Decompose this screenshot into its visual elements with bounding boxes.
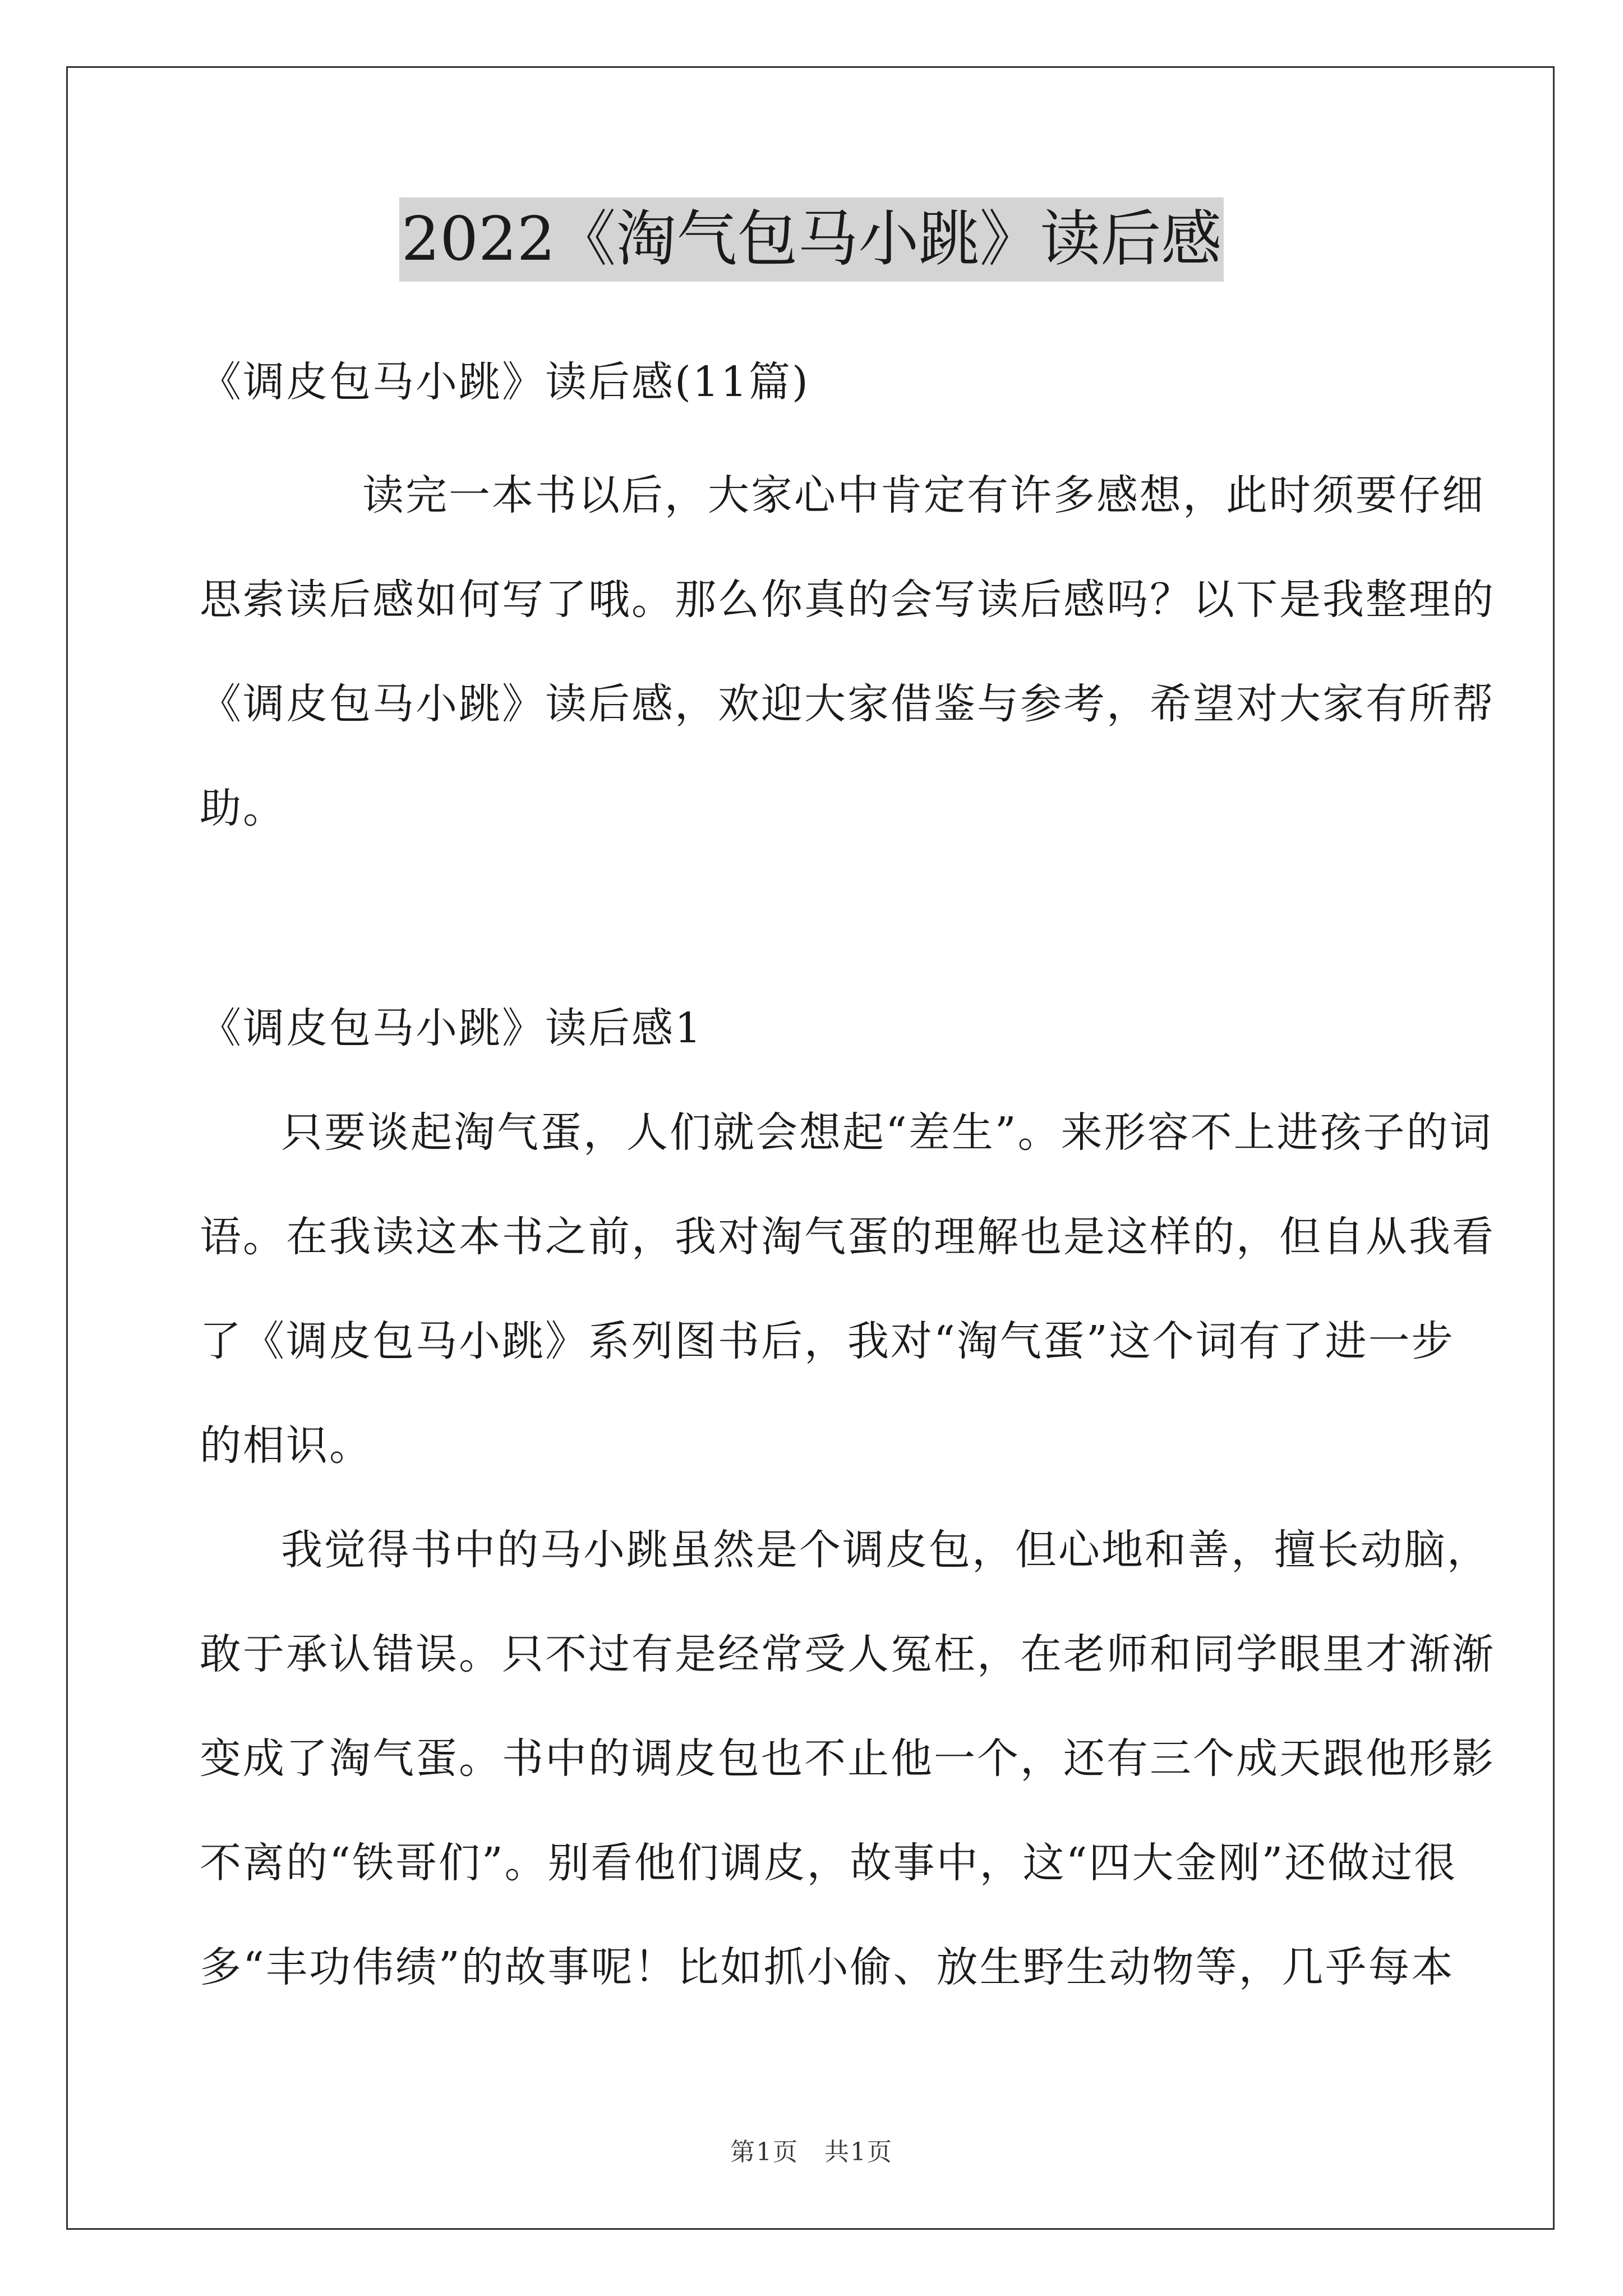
- section-heading: 《调皮包马小跳》读后感1: [200, 1004, 703, 1052]
- paragraph2-line-3: 变成了淘气蛋。书中的调皮包也不止他一个，还有三个成天跟他形影: [200, 1734, 1495, 1783]
- paragraph1-line-4: 的相识。: [200, 1421, 372, 1470]
- intro-line-4: 助。: [200, 784, 286, 832]
- paragraph1-line-3: 了《调皮包马小跳》系列图书后，我对“淘气蛋”这个词有了进一步: [200, 1317, 1455, 1365]
- intro-line-3: 《调皮包马小跳》读后感，欢迎大家借鉴与参考，希望对大家有所帮: [200, 680, 1495, 728]
- document-title: 2022《淘气包马小跳》读后感: [399, 197, 1224, 282]
- paragraph2-line-2: 敢于承认错误。只不过有是经常受人冤枉，在老师和同学眼里才渐渐: [200, 1630, 1495, 1678]
- intro-line-2: 思索读后感如何写了哦。那么你真的会写读后感吗？以下是我整理的: [200, 576, 1495, 624]
- paragraph1-line-2: 语。在我读这本书之前，我对淘气蛋的理解也是这样的，但自从我看: [200, 1213, 1495, 1261]
- intro-line-1: 读完一本书以后，大家心中肯定有许多感想，此时须要仔细: [362, 471, 1485, 519]
- paragraph2-line-5: 多“丰功伟绩”的故事呢！比如抓小偷、放生野生动物等，几乎每本: [200, 1943, 1455, 1991]
- page-footer: 第1页 共1页: [730, 2138, 893, 2166]
- paragraph2-line-1: 我觉得书中的马小跳虽然是个调皮包，但心地和善，擅长动脑，: [281, 1526, 1490, 1574]
- subtitle: 《调皮包马小跳》读后感(11篇): [200, 358, 810, 406]
- paragraph1-line-1: 只要谈起淘气蛋，人们就会想起“差生”。来形容不上进孩子的词: [281, 1108, 1493, 1157]
- paragraph2-line-4: 不离的“铁哥们”。别看他们调皮，故事中，这“四大金刚”还做过很: [200, 1839, 1458, 1887]
- title-wrap: [0, 197, 1623, 282]
